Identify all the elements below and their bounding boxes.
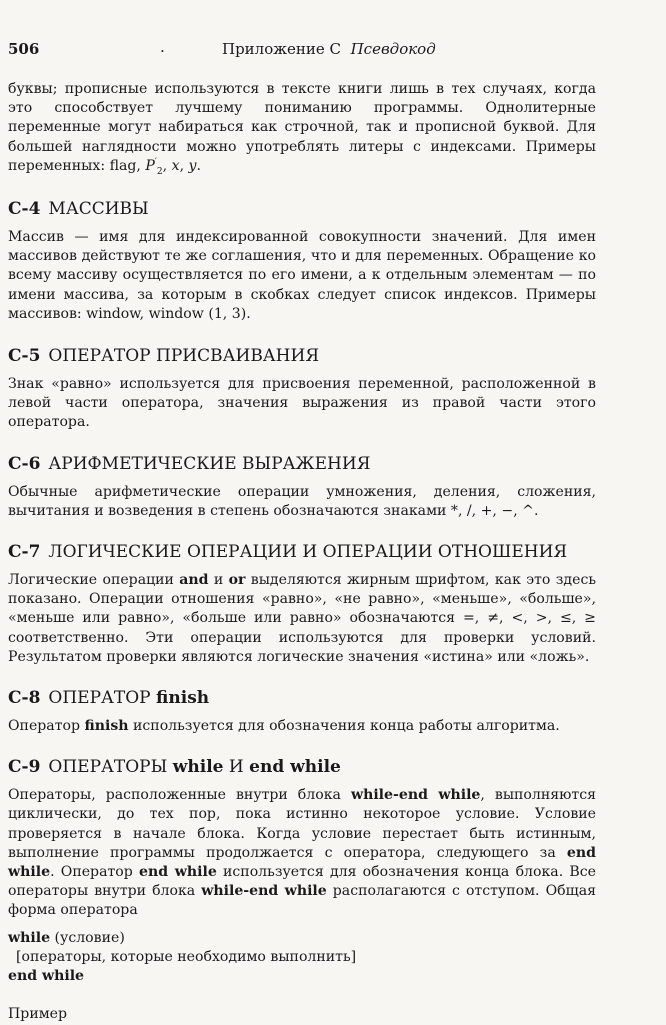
var-p-prime: ′ xyxy=(154,157,157,168)
text-part: . Оператор xyxy=(50,864,140,881)
appendix-label: Приложение С xyxy=(222,40,342,58)
page-content xyxy=(8,80,596,1025)
algorithm-form xyxy=(8,929,596,987)
heading-c6 xyxy=(8,453,596,475)
text-part: Оператор xyxy=(8,718,85,735)
example-label: Пример xyxy=(8,1006,68,1023)
section-title: ОПЕРАТОРЫ xyxy=(48,757,168,778)
section-title-keyword: finish xyxy=(156,688,210,709)
paragraph-c7 xyxy=(8,571,596,667)
section-title: АРИФМЕТИЧЕСКИЕ ВЫРАЖЕНИЯ xyxy=(48,453,371,474)
keyword-end-while: end while xyxy=(8,968,85,985)
text-part: выделяются жирным шрифтом, как это здесь показано. Операции отношения «равно», «не равно», «меньше», «больше», «меньше или равно», «больше или равно» обозначаются =, ≠, <, >, ≤, ≥ соответственно. Эти операции используются для проверки условий. Результатом проверки являются логические значения «истина» или «ложь». xyxy=(8,572,597,665)
text-part: Операторы, расположенные внутри блока xyxy=(8,787,351,804)
var-y: y xyxy=(188,157,197,174)
keyword-or: or xyxy=(228,572,246,589)
paragraph-c8 xyxy=(8,717,596,736)
paragraph-c4: Массив — имя для индексированной совокупности значений. Для имен массивов действуют те же соглашения, что и для переменных. Обращение ко всему массиву осуществляется по его имени, а к отдельным элементам — по имени массива, за которым в скобках следует список индексов. Примеры массивов: window, window (1, 3). xyxy=(8,229,596,322)
var-p: P xyxy=(145,157,155,174)
keyword-end-while: end while xyxy=(8,844,596,881)
keyword-finish: finish xyxy=(84,718,129,735)
paragraph-c9 xyxy=(8,786,596,920)
heading-c7 xyxy=(8,541,596,563)
section-number: С-7 xyxy=(8,542,41,563)
section-number: С-5 xyxy=(8,346,41,367)
text-part: располагаются с отступом. Общая форма оператора xyxy=(8,883,597,919)
var-x: x xyxy=(171,157,180,174)
header-dot: . xyxy=(160,38,165,56)
page-number: 506 xyxy=(8,40,40,58)
text-part: используется для обозначения конца работы алгоритма. xyxy=(128,718,560,735)
section-number: С-4 xyxy=(8,199,41,220)
section-title-and: И xyxy=(228,757,244,778)
section-title: МАССИВЫ xyxy=(48,199,149,220)
keyword-while-end-while: while-end while xyxy=(350,787,481,804)
algo-line-body: [операторы, которые необходимо выполнить] xyxy=(16,948,357,965)
intro-paragraph xyxy=(8,80,596,176)
heading-c9 xyxy=(8,756,596,778)
sep-2: , xyxy=(179,157,189,174)
paragraph-c5: Знак «равно» используется для присвоения переменной, расположенной в левой части оператора, значения выражения из правой части этого оператора. xyxy=(8,376,596,431)
keyword-and: and xyxy=(179,572,209,589)
appendix-title: Псевдокод xyxy=(350,40,436,58)
heading-c4 xyxy=(8,198,596,220)
text-part: , выполняются циклически, до тех пор, пока истинно некоторое условие. Условие проверяется в начале блока. Когда условие перестает быть истинным, выполнение программы продолжается с оператора, следующего за xyxy=(8,787,596,861)
section-title: ОПЕРАТОР xyxy=(48,688,151,709)
var-p-subscript: 2 xyxy=(156,166,163,177)
heading-c8 xyxy=(8,687,596,709)
heading-c5 xyxy=(8,345,596,367)
intro-period: . xyxy=(196,157,201,174)
section-title: ОПЕРАТОР ПРИСВАИВАНИЯ xyxy=(48,346,320,367)
intro-text: буквы; прописные используются в тексте книги лишь в тех случаях, когда это способствует лучшему пониманию программы. Однолитерные переменные могут набираться как строчной, так и прописной буквой. Для большей наглядности можно употреблять литеры с индексами. Примеры переменных: flag, xyxy=(8,81,596,174)
algo-line-while xyxy=(8,929,596,948)
algo-condition: (условие) xyxy=(54,929,125,946)
text-part: и xyxy=(208,572,229,589)
section-number: С-8 xyxy=(8,688,41,709)
sep-1: , xyxy=(162,157,172,174)
running-title xyxy=(222,40,436,58)
algo-line-end xyxy=(8,967,596,986)
section-title-while: while xyxy=(172,757,224,778)
text-part: Логические операции xyxy=(8,572,180,589)
section-title-end-while: end while xyxy=(249,757,341,778)
keyword-while-end-while: while-end while xyxy=(201,883,327,900)
keyword-end-while: end while xyxy=(139,864,217,881)
section-number: С-9 xyxy=(8,757,41,778)
paragraph-c6: Обычные арифметические операции умножения, деления, сложения, вычитания и возведения в степень обозначаются знаками *, /, +, −, ^. xyxy=(8,483,596,519)
keyword-while: while xyxy=(8,929,51,946)
section-title: ЛОГИЧЕСКИЕ ОПЕРАЦИИ И ОПЕРАЦИИ ОТНОШЕНИЯ xyxy=(48,542,568,563)
section-number: С-6 xyxy=(8,453,41,474)
text-part: используется для обозначения конца блока. Все операторы внутри блока xyxy=(8,864,596,900)
